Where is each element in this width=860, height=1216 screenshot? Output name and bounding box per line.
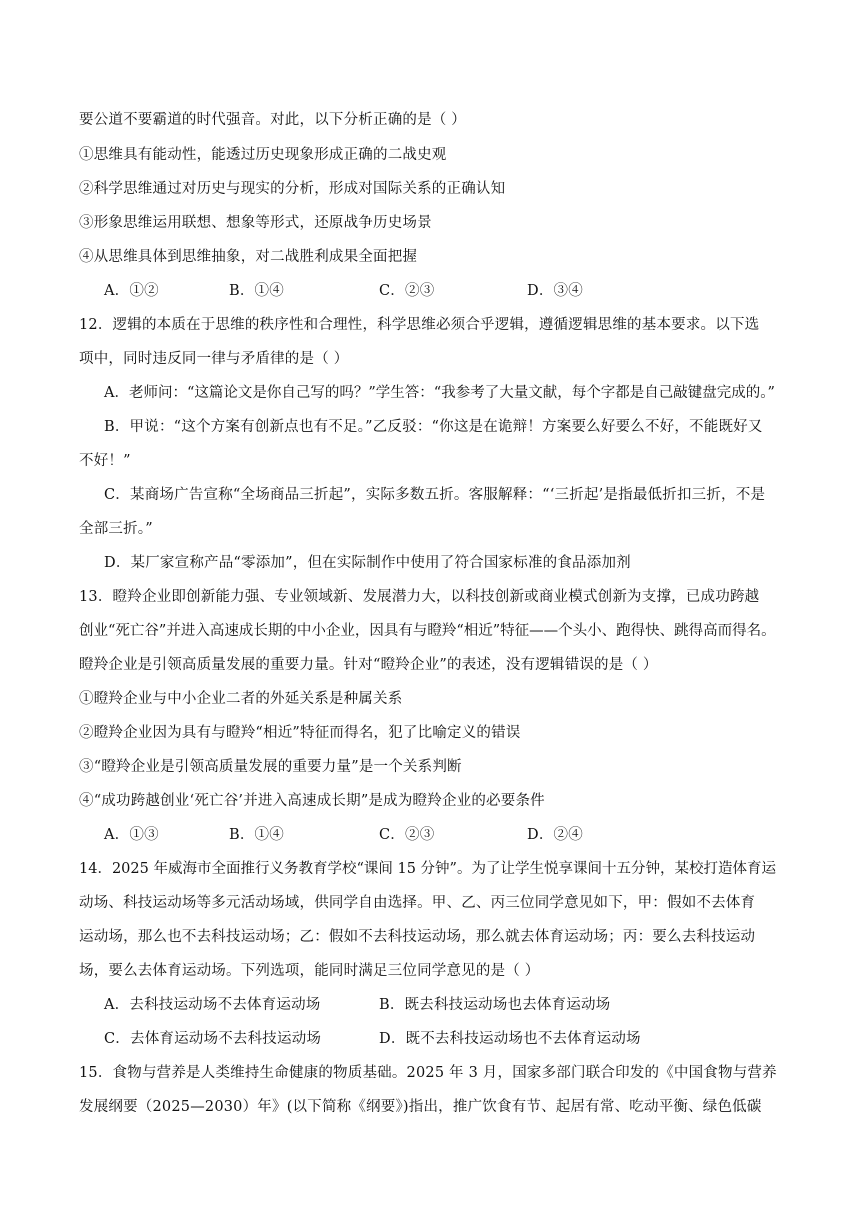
q14-option-b: B．既去科技运动场也去体育运动场	[379, 997, 611, 1013]
q13-item-1: ①瞪羚企业与中小企业二者的外延关系是种属关系	[79, 691, 403, 707]
q11-option-a: A．①②	[104, 283, 159, 299]
q14-options-row-1	[104, 995, 784, 1015]
q13-option-c: C．②③	[379, 827, 435, 843]
q13-option-b: B．①④	[229, 827, 284, 843]
q13-item-3: ③“瞪羚企业是引领高质量发展的重要力量”是一个关系判断	[79, 759, 462, 775]
q12-option-c-cont: 全部三折。”	[79, 521, 153, 537]
q13-option-d: D．②④	[527, 827, 583, 843]
q14-stem-line-4: 场，要么去体育运动场。下列选项，能同时满足三位同学意见的是（ ）	[79, 963, 540, 979]
q14-stem-line-2: 动场、科技运动场等多元活动场域，供同学自由选择。甲、乙、丙三位同学意见如下，甲：假如不去体育	[79, 895, 756, 911]
q12-stem-line-2: 项中，同时违反同一律与矛盾律的是（ ）	[79, 351, 349, 367]
q12-option-c: C．某商场广告宣称“全场商品三折起”，实际多数五折。客服解释：“‘三折起’是指最低折扣三折，不是	[104, 487, 766, 503]
q13-stem-line-2: 创业“死亡谷”并进入高速成长期的中小企业，因具有与瞪羚“相近”特征——个头小、跑得快、跳得高而得名。	[79, 623, 776, 639]
q12-option-b-cont: 不好！”	[79, 453, 131, 469]
q11-item-2: ②科学思维通过对历史与现实的分析，形成对国际关系的正确认知	[79, 181, 506, 197]
q12-option-b: B．甲说：“这个方案有创新点也有不足。”乙反驳：“你这是在诡辩！方案要么好要么不好，不能既好又	[104, 419, 763, 435]
q11-item-1: ①思维具有能动性，能透过历史现象形成正确的二战史观	[79, 147, 447, 163]
q13-stem-line-3: 瞪羚企业是引领高质量发展的重要力量。针对“瞪羚企业”的表述，没有逻辑错误的是（ ）	[79, 657, 658, 673]
q11-options	[104, 281, 784, 301]
q11-item-4: ④从思维具体到思维抽象，对二战胜利成果全面把握	[79, 249, 418, 265]
q11-option-c: C．②③	[379, 283, 435, 299]
q11-stem: 要公道不要霸道的时代强音。对此，以下分析正确的是（ ）	[79, 112, 467, 128]
q14-option-c: C．去体育运动场不去科技运动场	[104, 1031, 322, 1047]
q14-option-d: D．既不去科技运动场也不去体育运动场	[379, 1031, 641, 1047]
q14-stem-line-3: 运动场，那么也不去科技运动场；乙：假如不去科技运动场，那么就去体育运动场；丙：要么去科技运动	[79, 929, 756, 945]
q13-stem-line-1: 13．瞪羚企业即创新能力强、专业领域新、发展潜力大，以科技创新或商业模式创新为支撑，已成功跨越	[79, 589, 760, 605]
q15-stem-line-2: 发展纲要（2025—2030）年》(以下简称《纲要》)指出，推广饮食有节、起居有常、吃动平衡、绿色低碳	[79, 1099, 762, 1115]
q11-option-b: B．①④	[229, 283, 284, 299]
q12-option-a: A．老师问：“这篇论文是你自己写的吗？”学生答：“我参考了大量文献，每个字都是自己敲键盘完成的。”	[104, 385, 775, 401]
q14-stem-line-1: 14．2025 年威海市全面推行义务教育学校“课间 15 分钟”。为了让学生悦享课间十五分钟，某校打造体育运	[79, 861, 776, 877]
q12-option-d: D．某厂家宣称产品“零添加”，但在实际制作中使用了符合国家标准的食品添加剂	[104, 555, 631, 571]
q11-option-d: D．③④	[527, 283, 583, 299]
q13-option-a: A．①③	[104, 827, 159, 843]
q15-stem-line-1: 15．食物与营养是人类维持生命健康的物质基础。2025 年 3 月，国家多部门联合印发的《中国食物与营养	[79, 1065, 777, 1081]
q14-options-row-2	[104, 1029, 784, 1049]
q11-item-3: ③形象思维运用联想、想象等形式，还原战争历史场景	[79, 215, 432, 231]
q13-options	[104, 825, 784, 845]
q12-stem-line-1: 12．逻辑的本质在于思维的秩序性和合理性，科学思维必须合乎逻辑，遵循逻辑思维的基本要求。以下选	[79, 317, 760, 333]
q14-option-a: A．去科技运动场不去体育运动场	[104, 997, 321, 1013]
q13-item-2: ②瞪羚企业因为具有与瞪羚“相近”特征而得名，犯了比喻定义的错误	[79, 725, 521, 741]
q13-item-4: ④“成功跨越创业‘死亡谷’并进入高速成长期”是成为瞪羚企业的必要条件	[79, 793, 545, 809]
